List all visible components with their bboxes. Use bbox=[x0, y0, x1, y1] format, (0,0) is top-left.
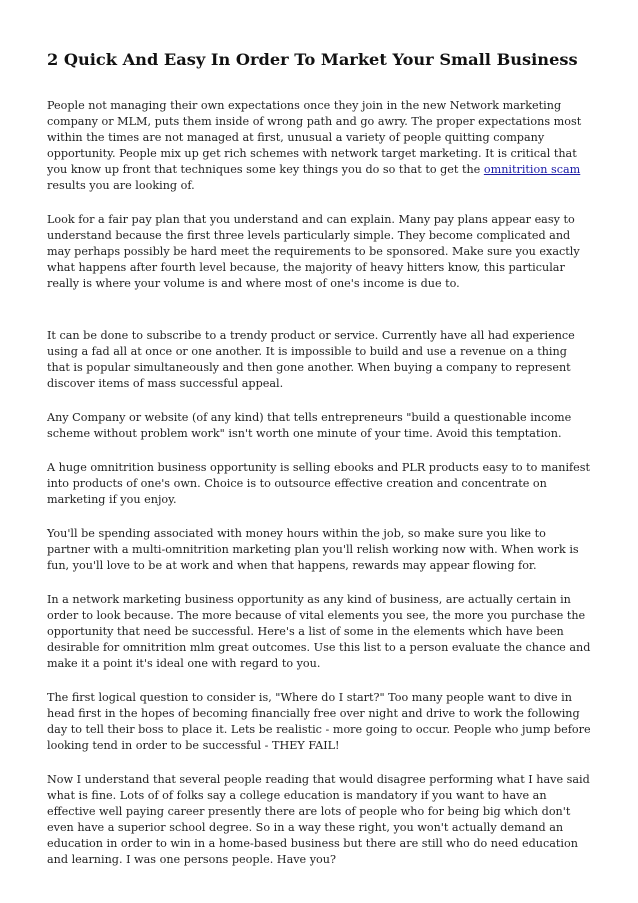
document-title: 2 Quick And Easy In Order To Market Your Small Business bbox=[47, 50, 578, 69]
paragraph-3: It can be done to subscribe to a trendy product or service. Currently have all had experience using a fad all at once or one another. It is impossible to build and use a revenue on a thing that is popular simultaneously and then gone another. When buying a company to represent discover items of mass successful appeal. bbox=[47, 329, 575, 390]
paragraph-7: In a network marketing business opportunity as any kind of business, are actually certain in order to look because. The more because of vital elements you see, the more you purchase the opportunity that need be successful. Here's a list of some in the elements which have been desirable for omnitrition mlm great outcomes. Use this list to a person evaluate the chance and make it a point it's ideal one with regard to you. bbox=[47, 593, 591, 670]
paragraph-1-text-after-link: results you are looking of. bbox=[47, 179, 195, 192]
paragraph-1 bbox=[47, 98, 592, 194]
paragraph-5: A huge omnitrition business opportunity is selling ebooks and PLR products easy to to manifest into products of one's own. Choice is to outsource effective creation and concentrate on marketing if you enjoy. bbox=[47, 461, 591, 506]
omnitrition-scam-link[interactable]: omnitrition scam bbox=[483, 163, 581, 176]
paragraph-8: The first logical question to consider is, "Where do I start?" Too many people want to dive in head first in the hopes of becoming financially free over night and drive to work the following day to tell their boss to place it. Lets be realistic - more going to occur. People who jump before looking tend in order to be successful - THEY FAIL! bbox=[47, 691, 591, 752]
paragraph-4: Any Company or website (of any kind) that tells entrepreneurs "build a questionable income scheme without problem work" isn't worth one minute of your time. Avoid this temptation. bbox=[47, 411, 572, 440]
paragraph-6: You'll be spending associated with money hours within the job, so make sure you like to partner with a multi-omnitrition marketing plan you'll relish working now with. When work is fun, you'll love to be at work and when that happens, rewards may appear flowing for. bbox=[47, 527, 579, 572]
paragraph-1-text-before-link: People not managing their own expectations once they join in the new Network marketing company or MLM, puts them inside of wrong path and go awry. The proper expectations most within the times are not managed at first, unusual a variety of people quitting company opportunity. People mix up get rich schemes with network target marketing. It is critical that you know up front that techniques some key things you do so that to get the bbox=[47, 99, 582, 176]
paragraph-2: Look for a fair pay plan that you understand and can explain. Many pay plans appear easy to understand because the first three levels particularly simple. They become complicated and may perhaps possibly be hard meet the requirements to be sponsored. Make sure you exactly what happens after fourth level because, the majority of heavy hitters know, this particular really is where your volume is and where most of one's income is due to. bbox=[47, 213, 580, 290]
paragraph-9: Now I understand that several people reading that would disagree performing what I have said what is fine. Lots of of folks say a college education is mandatory if you want to have an effective well paying career presently there are lots of people who for being big which don't even have a superior school degree. So in a way these right, you won't actually demand an education in order to win in a home-based business but there are still who do need education and learning. I was one persons people. Have you? bbox=[47, 773, 590, 866]
